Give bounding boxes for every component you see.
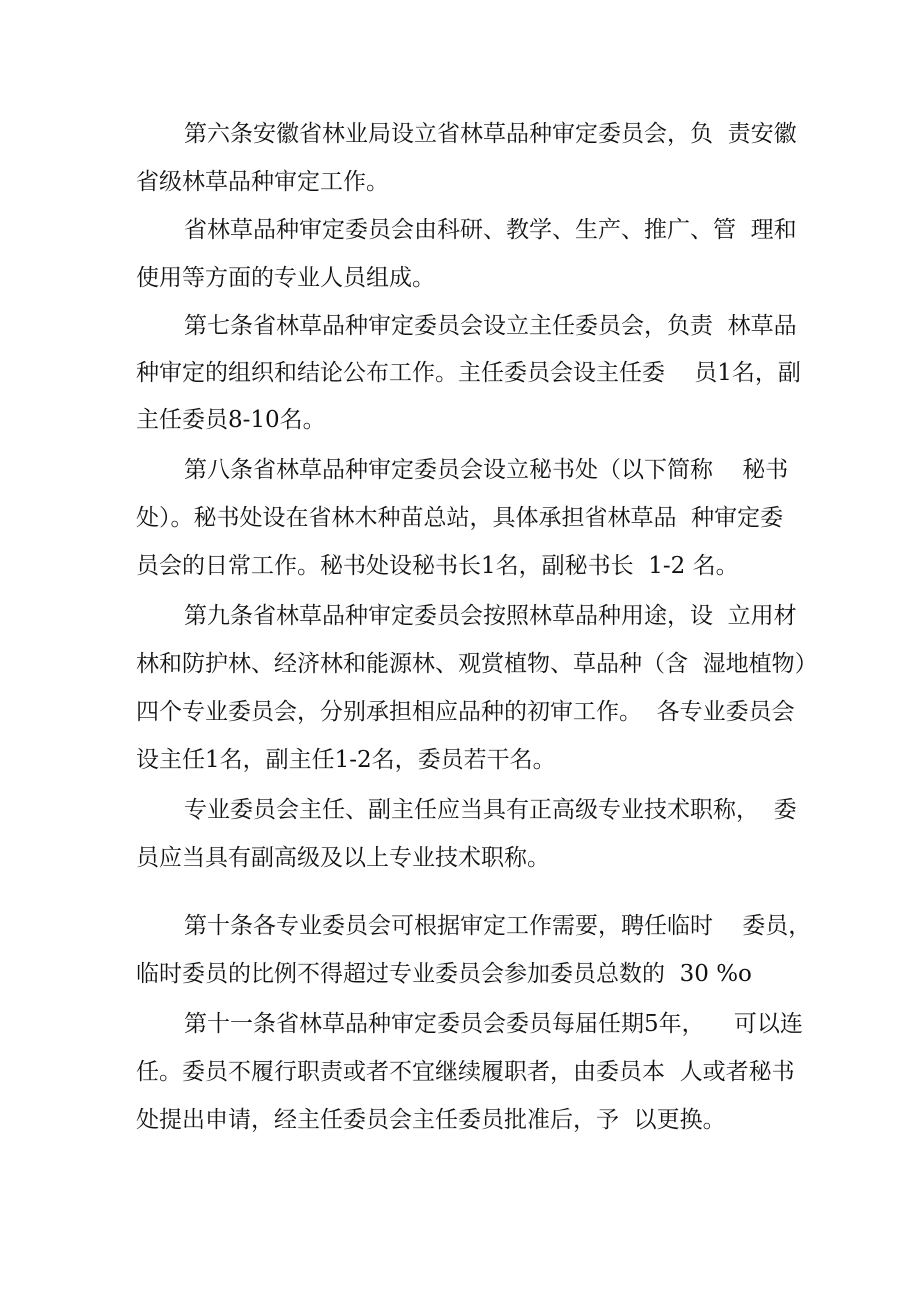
article-10-line-2: 临时委员的比例不得超过专业委员会参加委员总数的 30 %o xyxy=(136,961,752,987)
article-6-para2-line-1: 省林草品种审定委员会由科研、教学、生产、推广、管 理和 xyxy=(184,217,797,243)
article-6-line-2: 省级林草品种审定工作。 xyxy=(136,169,389,195)
article-9-para2-line-2: 员应当具有副高级及以上专业技术职称。 xyxy=(136,845,550,871)
article-6-line-1: 第六条安徽省林业局设立省林草品种审定委员会，负 责安徽 xyxy=(184,121,797,147)
article-8-line-3: 员会的日常工作。秘书处设秘书长1名，副秘书长 1-2 名。 xyxy=(136,553,739,579)
article-7-line-3: 主任委员8-10名。 xyxy=(136,407,326,433)
article-9-line-4: 设主任1名，副主任1-2名，委员若干名。 xyxy=(136,747,556,773)
article-6-para2-line-2: 使用等方面的专业人员组成。 xyxy=(136,265,435,291)
article-9-line-1: 第九条省林草品种审定委员会按照林草品种用途，设 立用材 xyxy=(184,603,797,629)
article-8-line-2: 处）。秘书处设在省林木种苗总站，具体承担省林草品 种审定委 xyxy=(136,505,784,531)
article-9-line-2: 林和防护林、经济林和能源林、观赏植物、草品种（含 湿地植物） xyxy=(136,651,818,677)
article-7-line-1: 第七条省林草品种审定委员会设立主任委员会，负责 林草品 xyxy=(184,313,797,339)
article-11-line-1: 第十一条省林草品种审定委员会委员每届任期5年， 可以连 xyxy=(184,1011,803,1037)
article-11-line-3: 处提出申请，经主任委员会主任委员批准后，予 以更换。 xyxy=(136,1107,726,1133)
article-8-line-1: 第八条省林草品种审定委员会设立秘书处（以下简称 秘书 xyxy=(184,457,789,483)
article-9-line-3: 四个专业委员会，分别承担相应品种的初审工作。 各专业委员会 xyxy=(136,699,795,725)
article-10-line-1: 第十条各专业委员会可根据审定工作需要，聘任临时 委员， xyxy=(184,913,812,939)
article-7-line-2: 种审定的组织和结论公布工作。主任委员会设主任委 员1名，副 xyxy=(136,360,801,386)
article-11-line-2: 任。委员不履行职责或者不宜继续履职者，由委员本 人或者秘书 xyxy=(136,1059,795,1085)
article-9-para2-line-1: 专业委员会主任、副主任应当具有正高级专业技术职称， 委 xyxy=(184,797,797,823)
